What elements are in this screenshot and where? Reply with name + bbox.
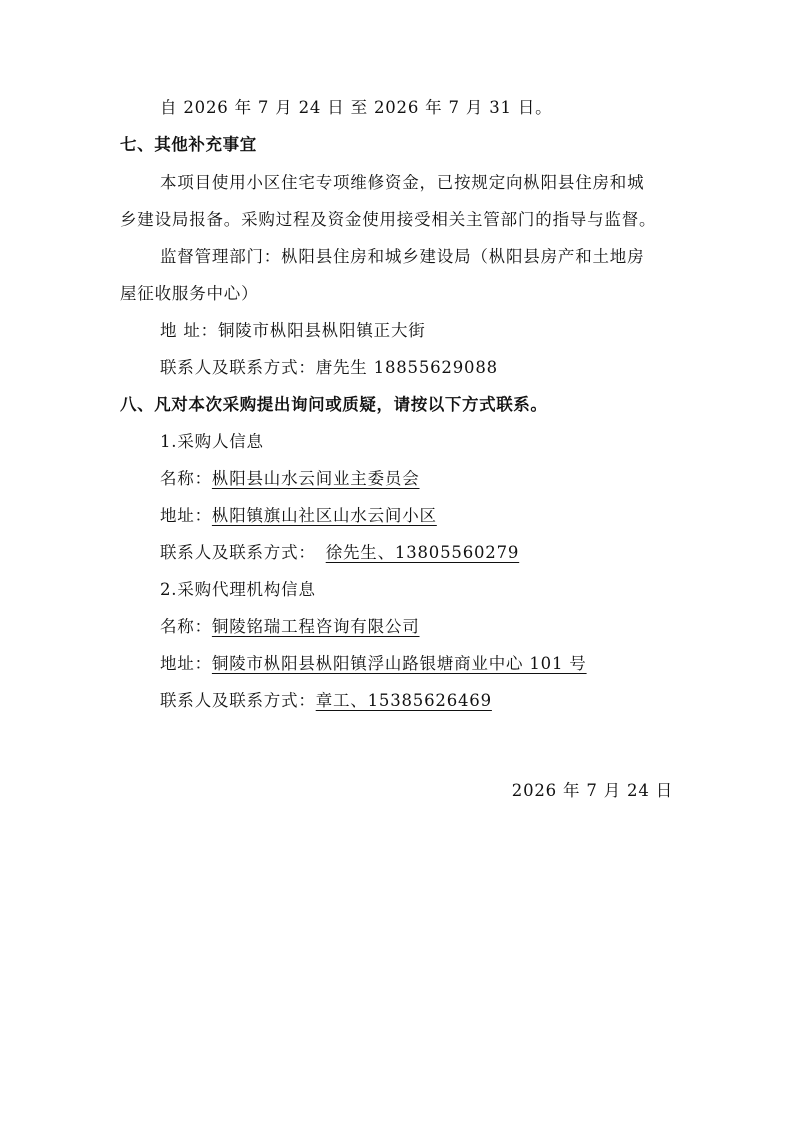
contact-label: 联系人及联系方式： — [160, 358, 316, 377]
section7-para1-line2: 乡建设局报备。采购过程及资金使用接受相关主管部门的指导与监督。 — [120, 210, 657, 229]
purchaser-name-value: 枞阳县山水云间业主委员会 — [211, 469, 420, 488]
purchaser-name — [160, 468, 420, 490]
address-value: 铜陵市枞阳县枞阳镇正大街 — [217, 321, 426, 340]
contact-value: 唐先生 18855629088 — [315, 358, 498, 377]
agency-contact-value: 章工、15385626469 — [315, 691, 492, 710]
address-label: 地 址： — [160, 321, 218, 340]
agency-address-value: 铜陵市枞阳县枞阳镇浮山路银塘商业中心 101 号 — [211, 654, 587, 673]
purchaser-contact-label: 联系人及联系方式： — [160, 543, 316, 562]
purchaser-address — [160, 505, 445, 527]
section7-para1-line1: 本项目使用小区住宅专项维修资金，已按规定向枞阳县住房和城 — [160, 173, 645, 192]
section7-heading: 七、其他补充事宜 — [120, 135, 257, 154]
agency-contact — [160, 690, 492, 712]
document-date: 2026 年 7 月 24 日 — [511, 781, 673, 800]
purchaser-contact-value: 徐先生、13805560279 — [325, 543, 520, 562]
supervisor-line2: 屋征收服务中心） — [120, 284, 259, 303]
agency-name-value: 铜陵铭瑞工程咨询有限公司 — [211, 617, 420, 636]
purchaser-contact — [160, 542, 525, 564]
agency-name — [160, 616, 420, 638]
agency-title: 2.采购代理机构信息 — [160, 580, 316, 599]
section8-heading: 八、凡对本次采购提出询问或质疑，请按以下方式联系。 — [120, 395, 548, 414]
agency-address-label: 地址： — [160, 654, 212, 673]
supervisor-address — [160, 320, 426, 342]
agency-name-label: 名称： — [160, 617, 212, 636]
purchaser-name-label: 名称： — [160, 469, 212, 488]
agency-contact-label: 联系人及联系方式： — [160, 691, 316, 710]
purchaser-address-value: 枞阳镇旗山社区山水云间小区 — [211, 506, 437, 525]
agency-address — [160, 653, 587, 675]
purchaser-address-label: 地址： — [160, 506, 212, 525]
supervisor-line1: 监督管理部门：枞阳县住房和城乡建设局（枞阳县房产和土地房 — [160, 247, 645, 266]
supervisor-contact — [160, 357, 498, 379]
period-line: 自 2026 年 7 月 24 日 至 2026 年 7 月 31 日。 — [160, 98, 553, 117]
purchaser-title: 1.采购人信息 — [160, 432, 264, 451]
